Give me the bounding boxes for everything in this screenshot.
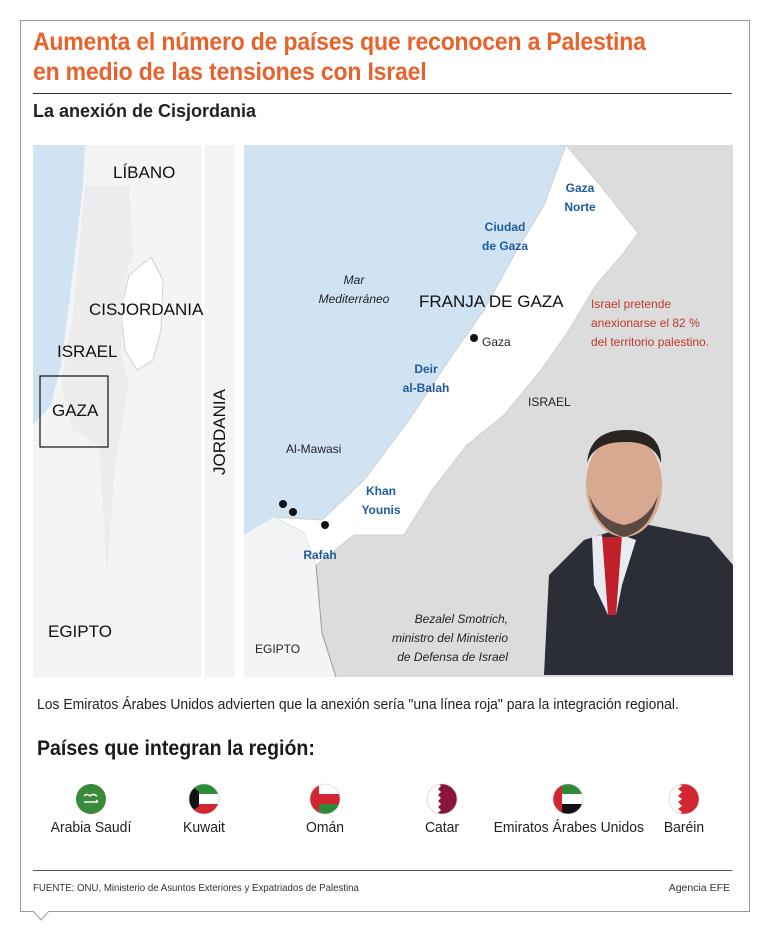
annex-note-line-2: anexionarse el 82 % bbox=[591, 316, 700, 330]
country-name: Emiratos Árabes Unidos bbox=[493, 819, 645, 836]
sea-label-1: Mar bbox=[343, 273, 365, 287]
photo-caption-line-2: ministro del Ministerio bbox=[391, 631, 508, 645]
headline: Aumenta el número de países que reconocen a Palestina en medio de las tensiones con Israel bbox=[33, 28, 646, 86]
uae-flag-icon bbox=[552, 783, 584, 815]
al-mawasi-label: Al-Mawasi bbox=[286, 442, 342, 456]
bahrain-flag-icon bbox=[668, 783, 700, 815]
gaza-dot bbox=[470, 334, 478, 342]
qatar-flag-icon bbox=[426, 783, 458, 815]
photo-caption-line-3: de Defensa de Israel bbox=[397, 650, 508, 664]
strip-label: FRANJA DE GAZA bbox=[419, 292, 564, 311]
label-israel: ISRAEL bbox=[57, 342, 118, 361]
label-jordan: JORDANIA bbox=[210, 389, 229, 475]
gaza-north-label-1: Gaza bbox=[565, 181, 595, 195]
rafah-dot bbox=[321, 521, 329, 529]
country-name: Baréin bbox=[663, 819, 705, 836]
country-bahrain bbox=[604, 783, 764, 836]
label-west-bank: CISJORDANIA bbox=[89, 300, 204, 319]
country-name: Catar bbox=[424, 819, 460, 836]
mawasi-dot-1 bbox=[279, 500, 287, 508]
khan-label-2: Younis bbox=[361, 503, 401, 517]
photo-caption-line-1: Bezalel Smotrich, bbox=[414, 612, 508, 626]
gaza-city-label-2: de Gaza bbox=[481, 239, 529, 253]
kuwait-flag-icon bbox=[188, 783, 220, 815]
country-name: Arabia Saudí bbox=[50, 819, 132, 836]
speech-pointer bbox=[32, 910, 50, 928]
subtitle: La anexión de Cisjordania bbox=[33, 101, 257, 121]
israel-label: ISRAEL bbox=[528, 395, 571, 409]
mawasi-dot-2 bbox=[289, 508, 297, 516]
khan-label-1: Khan bbox=[366, 484, 396, 498]
annex-note-line-1: Israel pretende bbox=[591, 297, 672, 311]
title-divider bbox=[33, 93, 732, 94]
saudi-flag-icon bbox=[75, 783, 107, 815]
region-title: Países que integran la región: bbox=[37, 737, 315, 760]
gaza-detail-map bbox=[244, 145, 733, 677]
oman-flag-icon bbox=[309, 783, 341, 815]
label-egypt: EGIPTO bbox=[48, 622, 112, 641]
label-gaza: GAZA bbox=[52, 401, 99, 420]
agency-credit: Agencia EFE bbox=[668, 882, 730, 894]
deir-label-1: Deir bbox=[414, 362, 438, 376]
country-name: Kuwait bbox=[183, 819, 225, 836]
gaza-north-label-2: Norte bbox=[564, 200, 596, 214]
egypt-label: EGIPTO bbox=[255, 642, 301, 656]
rafah-label: Rafah bbox=[303, 548, 337, 562]
overview-map bbox=[33, 145, 235, 677]
annex-note-line-3: del territorio palestino. bbox=[591, 335, 710, 349]
uae-note: Los Emiratos Árabes Unidos advierten que la anexión sería "una línea roja" para la integración regional. bbox=[37, 696, 679, 713]
country-name: Omán bbox=[305, 819, 344, 836]
gaza-point-label: Gaza bbox=[482, 335, 511, 349]
sea-label-2: Mediterráneo bbox=[318, 292, 390, 306]
gaza-city-label-1: Ciudad bbox=[484, 220, 526, 234]
footer-divider bbox=[33, 870, 732, 871]
label-lebanon: LÍBANO bbox=[113, 163, 176, 182]
deir-label-2: al-Balah bbox=[402, 381, 450, 395]
source-credit: FUENTE: ONU, Ministerio de Asuntos Exteriores y Expatriados de Palestina bbox=[33, 882, 359, 894]
